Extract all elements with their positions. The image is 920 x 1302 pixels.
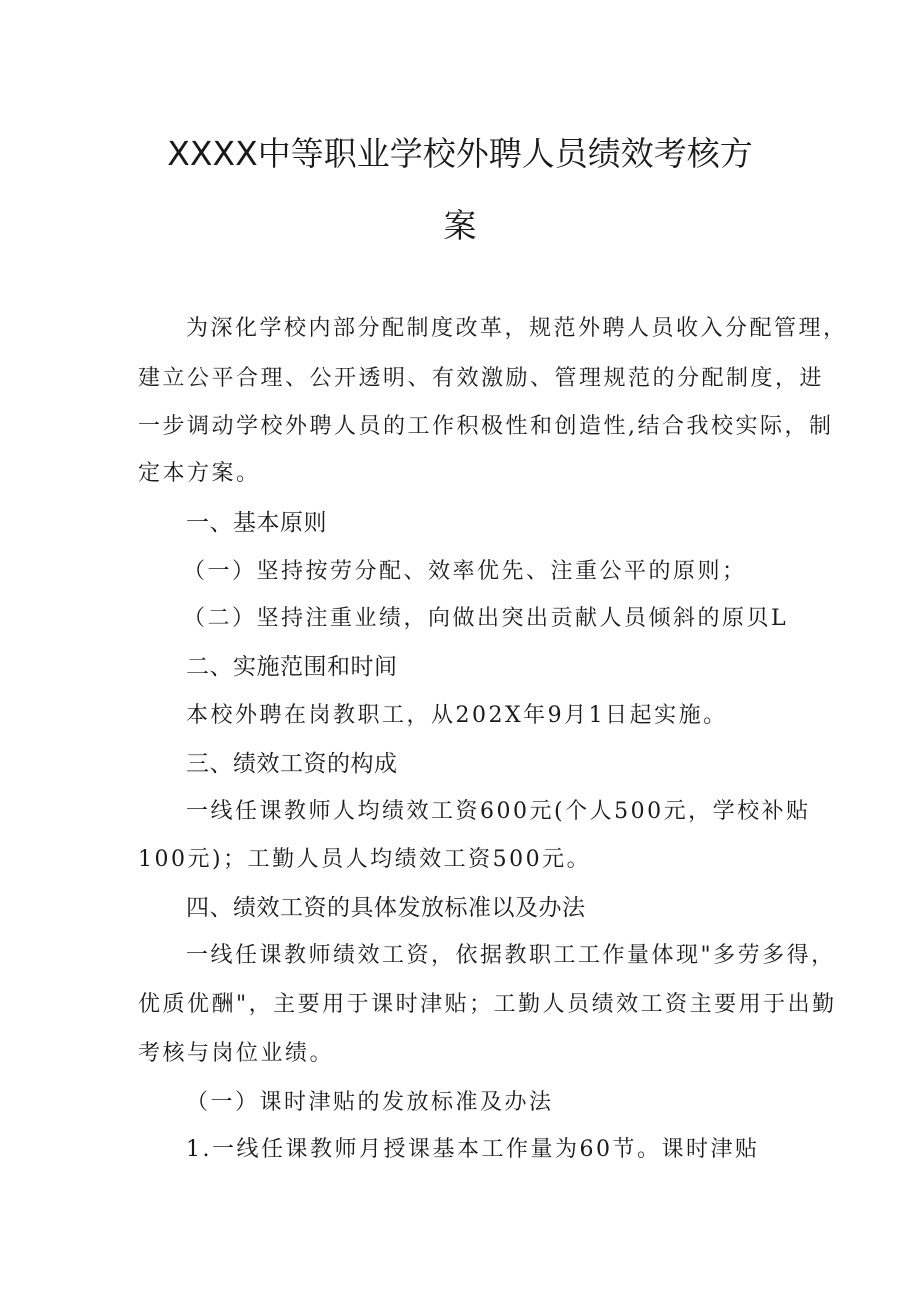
- intro-line-2: 建立公平合理、公开透明、有效激励、管理规范的分配制度，进: [138, 366, 825, 391]
- intro-line-3: 一步调动学校外聘人员的工作积极性和创造性,结合我校实际，制: [138, 414, 834, 439]
- section-4-item-1: 1.一线任课教师月授课基本工作量为60节。课时津贴: [186, 1137, 760, 1162]
- section-1-item-2: （二）坚持注重业绩，向做出突出贡献人员倾斜的原贝L: [183, 606, 789, 631]
- section-3-line-1: 一线任课教师人均绩效工资600元(个人500元，学校补贴: [186, 799, 811, 824]
- section-4-sub-heading: （一）课时津贴的发放标准及办法: [186, 1090, 554, 1115]
- section-4-heading: 四、绩效工资的具体发放标准以及办法: [186, 895, 586, 921]
- section-2-heading: 二、实施范围和时间: [186, 654, 398, 680]
- section-4-line-1: 一线任课教师绩效工资，依据教职工工作量体现"多劳多得，: [186, 943, 836, 968]
- document-title-line-1: XXXX中等职业学校外聘人员绩效考核方: [167, 134, 753, 173]
- section-4-line-2: 优质优酬"，主要用于课时津贴；工勤人员绩效工资主要用于出勤: [138, 992, 837, 1017]
- document-title-line-2: 案: [443, 206, 477, 245]
- section-4-line-3: 考核与岗位业绩。: [138, 1041, 335, 1066]
- section-3-heading: 三、绩效工资的构成: [186, 751, 398, 777]
- intro-line-4: 定本方案。: [138, 461, 261, 486]
- section-1-heading: 一、基本原则: [186, 510, 327, 536]
- section-3-line-2: 100元)；工勤人员人均绩效工资500元。: [138, 847, 592, 872]
- section-1-item-1: （一）坚持按劳分配、效率优先、注重公平的原则；: [183, 559, 747, 584]
- section-2-text: 本校外聘在岗教职工，从202X年9月1日起实施。: [186, 703, 728, 728]
- intro-line-1: 为深化学校内部分配制度改革，规范外聘人员收入分配管理，: [186, 316, 848, 341]
